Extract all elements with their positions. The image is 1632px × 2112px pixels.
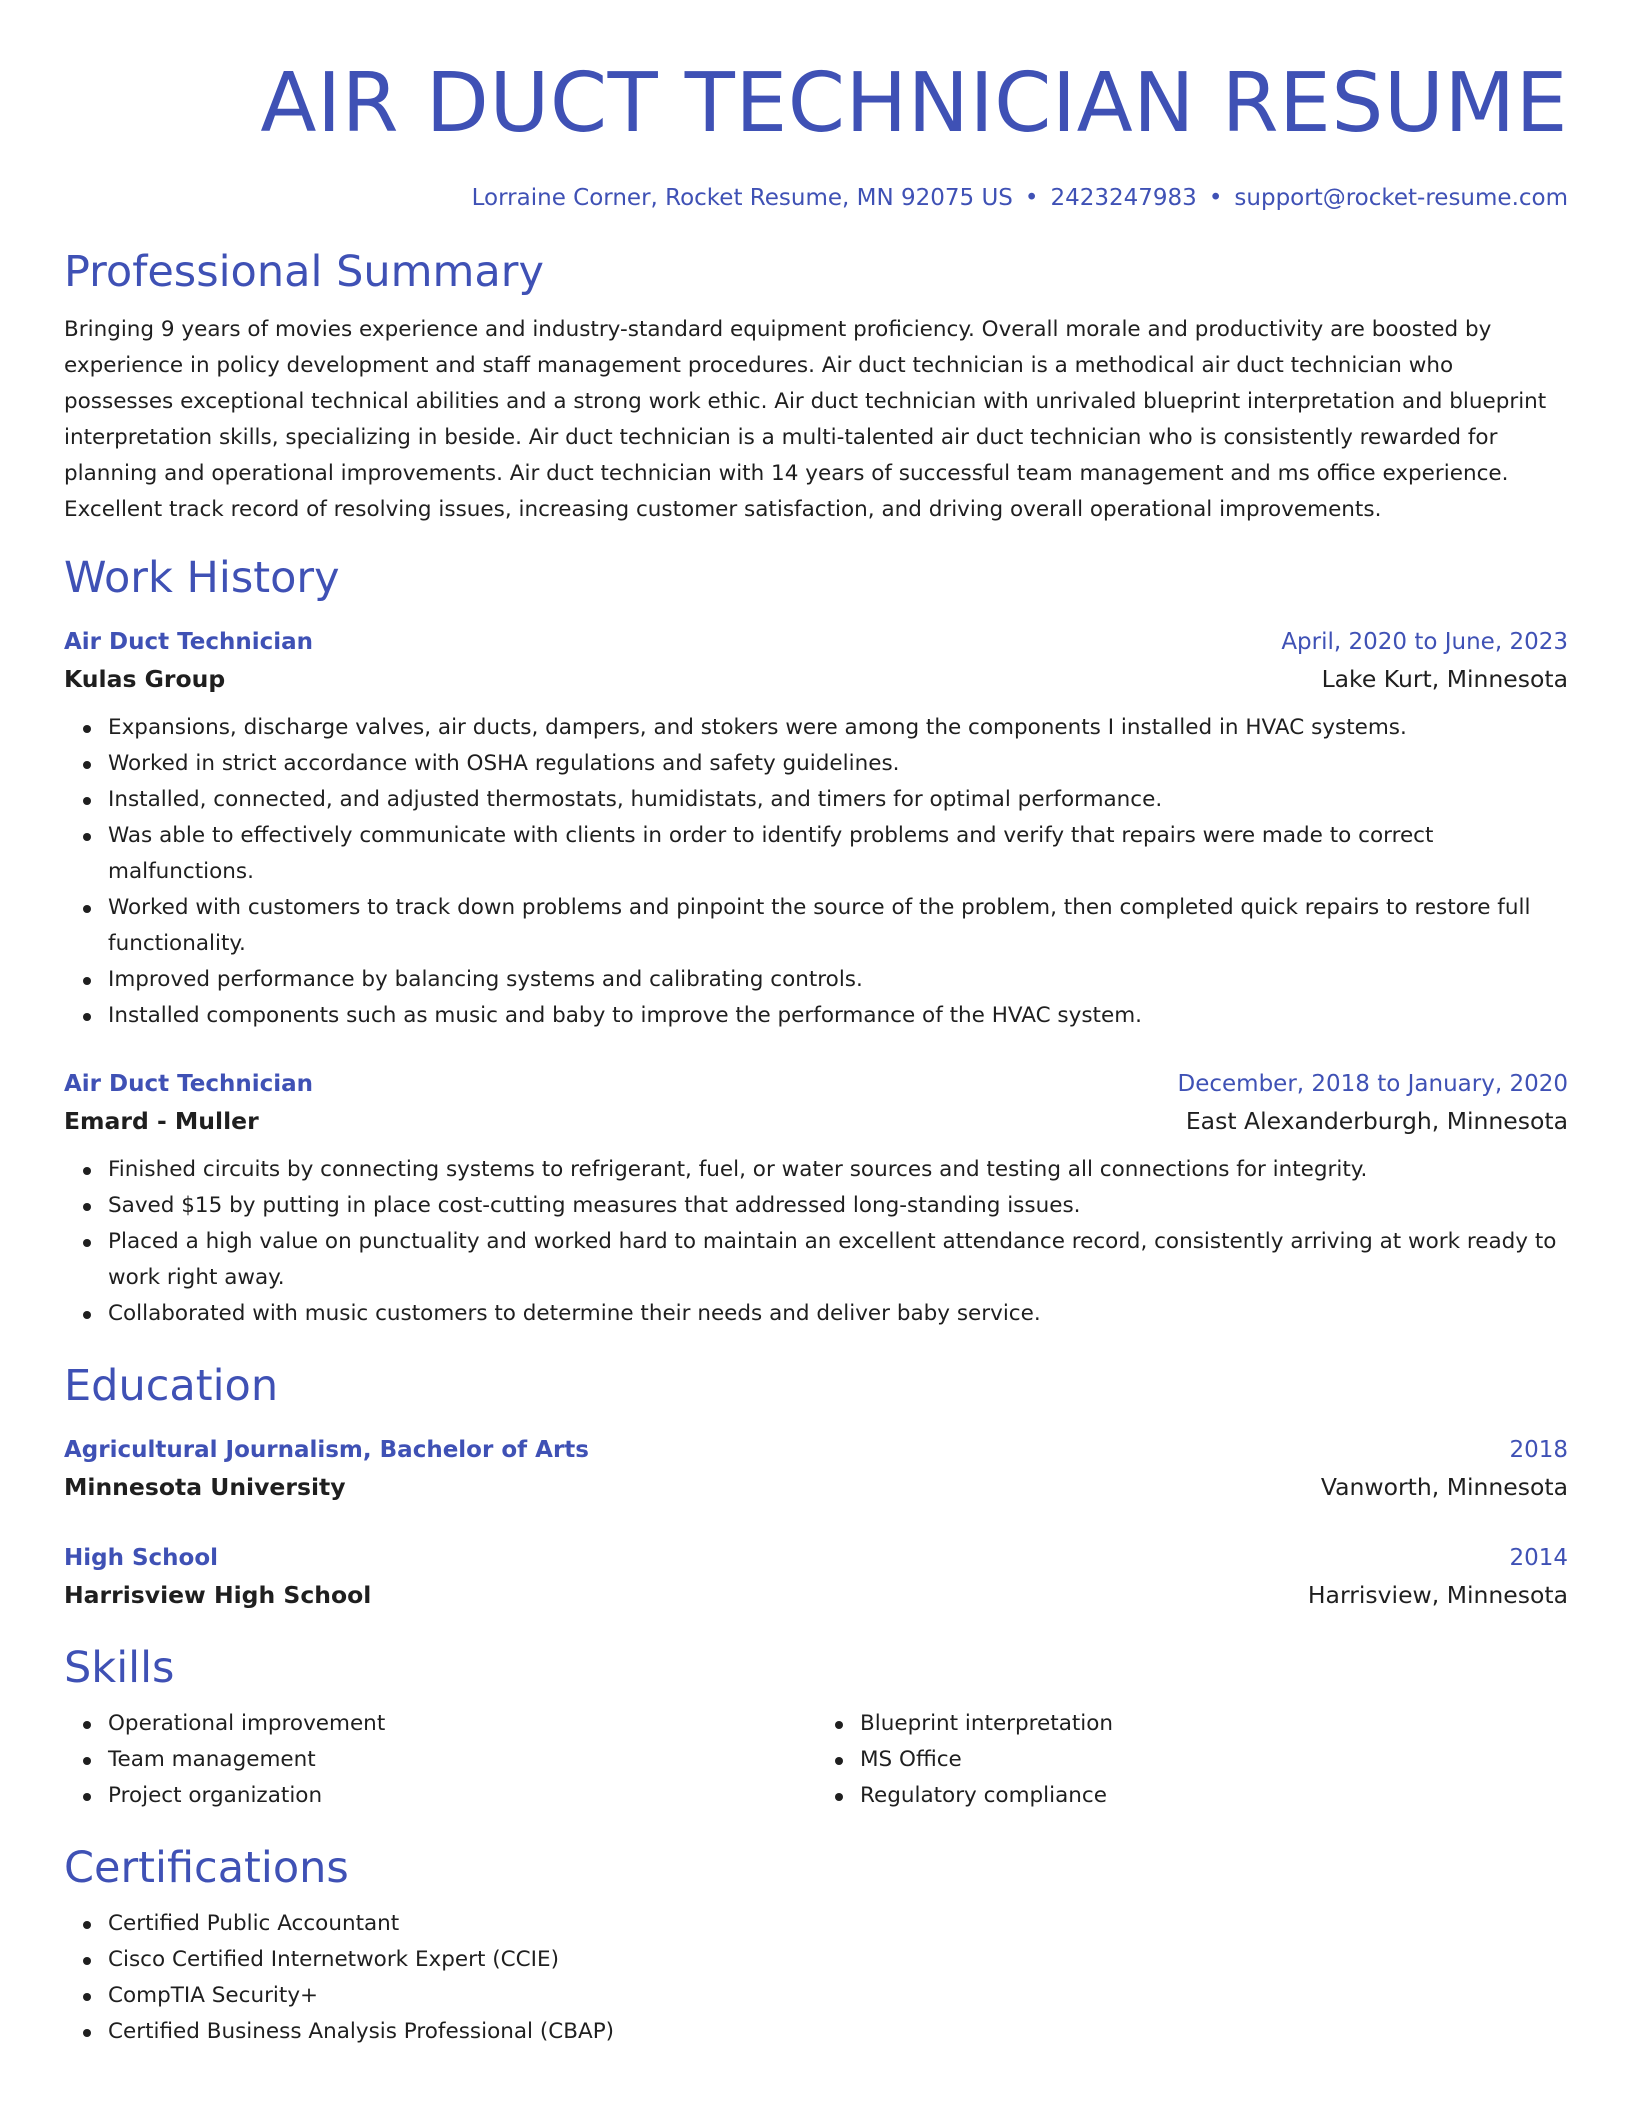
job-title: Air Duct Technician: [64, 1071, 314, 1097]
contact-separator: •: [1024, 185, 1039, 211]
skill-item: MS Office: [860, 1742, 1568, 1778]
job-bullet: Was able to effectively communicate with clients in order to identify problems and verify that repairs were made to correct malfunctions.: [108, 818, 1568, 890]
education-header-row: [64, 1432, 1568, 1468]
section-heading-certifications: Certifications: [64, 1843, 349, 1893]
skills-list-left: [64, 1706, 816, 1814]
contact-email[interactable]: support@rocket-resume.com: [1234, 185, 1568, 211]
section-heading-summary: Professional Summary: [64, 247, 544, 297]
education-year: 2014: [1509, 1545, 1568, 1571]
education-degree: High School: [64, 1545, 219, 1571]
certification-item: Cisco Certified Internetwork Expert (CCIE): [108, 1942, 1568, 1978]
skill-item: Team management: [108, 1742, 816, 1778]
section-heading-work-history: Work History: [64, 553, 340, 603]
resume-title: AIR DUCT TECHNICIAN RESUME: [260, 56, 1568, 151]
job-bullet: Installed, connected, and adjusted thermostats, humidistats, and timers for optimal performance.: [108, 782, 1568, 818]
job-employer-row: [64, 1102, 1568, 1140]
job-bullet: Worked in strict accordance with OSHA regulations and safety guidelines.: [108, 746, 1568, 782]
job-bullet: Expansions, discharge valves, air ducts, dampers, and stokers were among the components I installed in HVAC systems.: [108, 710, 1568, 746]
job-bullet: Installed components such as music and baby to improve the performance of the HVAC system.: [108, 998, 1568, 1034]
contact-address: Lorraine Corner, Rocket Resume, MN 92075 US: [471, 185, 1013, 211]
job-dates: December, 2018 to January, 2020: [1177, 1071, 1568, 1097]
education-school: Harrisview High School: [64, 1581, 372, 1609]
job-bullet: Worked with customers to track down problems and pinpoint the source of the problem, then completed quick repairs to restore full functionality.: [108, 890, 1568, 962]
job-bullets: [64, 710, 1568, 1034]
contact-separator: •: [1208, 185, 1223, 211]
education-entry: [64, 1432, 1568, 1506]
skill-item: Regulatory compliance: [860, 1778, 1568, 1814]
job-company: Emard - Muller: [64, 1107, 259, 1135]
education-school-row: [64, 1576, 1568, 1614]
job-company: Kulas Group: [64, 665, 226, 693]
certification-item: Certified Public Accountant: [108, 1906, 1568, 1942]
certifications-list: [64, 1906, 1568, 2050]
job-location: East Alexanderburgh, Minnesota: [1185, 1107, 1568, 1135]
job-header-row: [64, 1066, 1568, 1102]
skill-item: Project organization: [108, 1778, 816, 1814]
certification-item: Certified Business Analysis Professional (CBAP): [108, 2014, 1568, 2050]
education-degree: Agricultural Journalism, Bachelor of Arts: [64, 1437, 589, 1463]
section-heading-education: Education: [64, 1361, 279, 1411]
section-heading-skills: Skills: [64, 1643, 175, 1693]
certification-item: CompTIA Security+: [108, 1978, 1568, 2014]
contact-line: [64, 182, 1568, 214]
education-school: Minnesota University: [64, 1473, 346, 1501]
job-dates: April, 2020 to June, 2023: [1281, 629, 1568, 655]
skills-list-right: [816, 1706, 1568, 1814]
education-year: 2018: [1509, 1437, 1568, 1463]
contact-phone: 2423247983: [1050, 185, 1197, 211]
summary-text: Bringing 9 years of movies experience and industry-standard equipment proficiency. Overall morale and productivity are boosted by experience in policy development and staff management procedures. Air duct technician is a methodical air duct technician who possesses exceptional technical abilities and a strong work ethic. Air duct technician with unrivaled blueprint interpretation and blueprint interpretation skills, specializing in beside. Air duct technician is a multi-talented air duct technician who is consistently rewarded for planning and operational improvements. Air duct technician with 14 years of successful team management and ms office experience. Excellent track record of resolving issues, increasing customer satisfaction, and driving overall operational improvements.: [64, 317, 1547, 522]
job-bullets: [64, 1152, 1568, 1332]
education-school-row: [64, 1468, 1568, 1506]
job-bullet: Finished circuits by connecting systems to refrigerant, fuel, or water sources and testing all connections for integrity.: [108, 1152, 1568, 1188]
job-employer-row: [64, 660, 1568, 698]
job-bullet: Collaborated with music customers to determine their needs and deliver baby service.: [108, 1296, 1568, 1332]
job-header-row: [64, 624, 1568, 660]
job-bullet: Improved performance by balancing systems and calibrating controls.: [108, 962, 1568, 998]
job-location: Lake Kurt, Minnesota: [1321, 665, 1568, 693]
education-header-row: [64, 1540, 1568, 1576]
education-entry: [64, 1540, 1568, 1614]
job-entry: [64, 1066, 1568, 1332]
skills-grid: [64, 1706, 1568, 1814]
education-location: Vanworth, Minnesota: [1320, 1473, 1568, 1501]
job-bullet: Saved $15 by putting in place cost-cutting measures that addressed long-standing issues.: [108, 1188, 1568, 1224]
job-title: Air Duct Technician: [64, 629, 314, 655]
skill-item: Blueprint interpretation: [860, 1706, 1568, 1742]
job-bullet: Placed a high value on punctuality and worked hard to maintain an excellent attendance record, consistently arriving at work ready to work right away.: [108, 1224, 1568, 1296]
job-entry: [64, 624, 1568, 1034]
education-location: Harrisview, Minnesota: [1307, 1581, 1568, 1609]
skill-item: Operational improvement: [108, 1706, 816, 1742]
